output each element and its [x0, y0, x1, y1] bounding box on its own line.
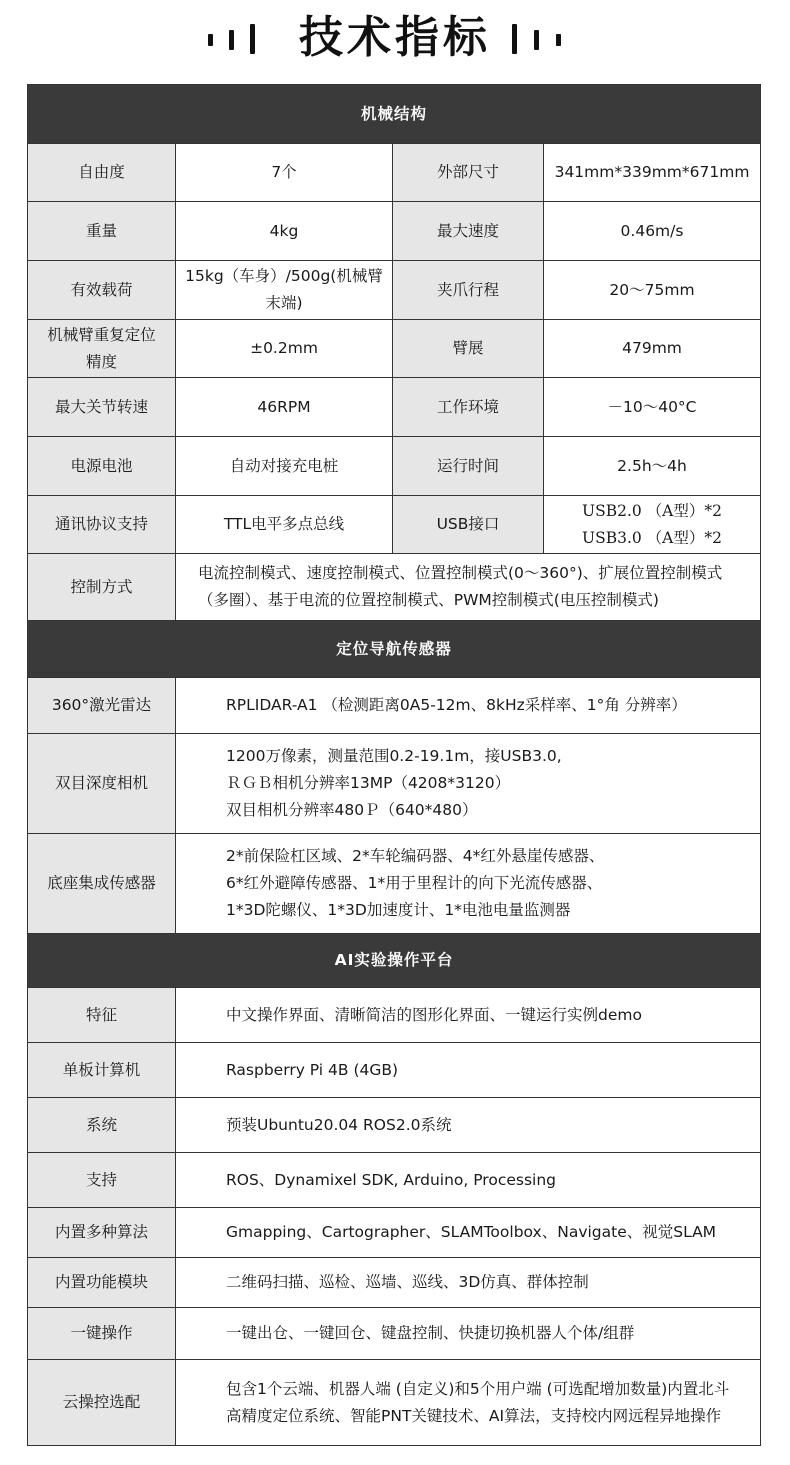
spec-label: 运行时间 — [393, 437, 544, 496]
spec-label: 有效载荷 — [28, 261, 176, 320]
spec-label: 单板计算机 — [28, 1043, 176, 1098]
spec-label: 系统 — [28, 1098, 176, 1153]
spec-label — [28, 320, 176, 378]
table-row — [28, 1098, 761, 1153]
spec-label: 双目深度相机 — [28, 734, 176, 834]
mechanical-spec-table — [27, 84, 761, 621]
section-header-navigation: 定位导航传感器 — [28, 621, 761, 678]
right-decor-tick — [556, 34, 561, 46]
table-row — [28, 144, 761, 202]
spec-value: 自动对接充电桩 — [176, 437, 393, 496]
spec-value-line: 末端) — [265, 294, 303, 312]
page-title: 技术指标 — [299, 12, 491, 63]
spec-value: Raspberry Pi 4B (4GB) — [176, 1043, 761, 1098]
spec-label: 特征 — [28, 988, 176, 1043]
spec-label: 夹爪行程 — [393, 261, 544, 320]
spec-label: 重量 — [28, 202, 176, 261]
spec-label: 控制方式 — [28, 554, 176, 621]
spec-value — [176, 1360, 761, 1446]
spec-label: 电源电池 — [28, 437, 176, 496]
spec-value-line: 2*前保险杠区域、2*车轮编码器、4*红外悬崖传感器、 — [226, 847, 605, 865]
spec-label: 内置功能模块 — [28, 1258, 176, 1308]
right-decor-tick — [512, 24, 517, 54]
spec-value-line: USB2.0 （A型）*2 — [582, 501, 722, 520]
table-row — [28, 554, 761, 621]
spec-value-line: RPLIDAR-A1 （检测距离0A5-12m、8kHz采样率、1°角 分辨率） — [226, 696, 687, 714]
spec-value: 二维码扫描、巡检、巡墙、巡线、3D仿真、群体控制 — [176, 1258, 761, 1308]
spec-value: 4kg — [176, 202, 393, 261]
spec-value-line: 电流控制模式、速度控制模式、位置控制模式(0～360°)、扩展位置控制模式 — [198, 564, 723, 582]
spec-label: 内置多种算法 — [28, 1208, 176, 1258]
spec-value: 341mm*339mm*671mm — [544, 144, 761, 202]
table-row — [28, 1360, 761, 1446]
spec-label: 自由度 — [28, 144, 176, 202]
table-row — [28, 496, 761, 554]
spec-value — [176, 834, 761, 934]
spec-label: 支持 — [28, 1153, 176, 1208]
spec-value-line: 双目相机分辨率480Ｐ（640*480） — [226, 801, 478, 819]
spec-label: 通讯协议支持 — [28, 496, 176, 554]
spec-value: 479mm — [544, 320, 761, 378]
spec-value-line: 1*3D陀螺仪、1*3D加速度计、1*电池电量监测器 — [226, 901, 571, 919]
ai-platform-table — [27, 933, 761, 1446]
table-row — [28, 1208, 761, 1258]
spec-value: 0.46m/s — [544, 202, 761, 261]
spec-value-line: 15kg（车身）/500g(机械臂 — [185, 267, 383, 285]
spec-value — [176, 734, 761, 834]
table-row — [28, 678, 761, 734]
spec-value: Gmapping、Cartographer、SLAMToolbox、Navigate、视觉SLAM — [176, 1208, 761, 1258]
table-row — [28, 734, 761, 834]
table-row — [28, 1308, 761, 1360]
spec-value — [544, 496, 761, 554]
spec-label-line: 机械臂重复定位 — [47, 325, 156, 344]
spec-value-line: （多圈）、基于电流的位置控制模式、PWM控制模式(电压控制模式) — [198, 591, 659, 609]
spec-value — [176, 261, 393, 320]
spec-value: 46RPM — [176, 378, 393, 437]
spec-value: 20～75mm — [544, 261, 761, 320]
table-row — [28, 437, 761, 496]
spec-label: 底座集成传感器 — [28, 834, 176, 934]
spec-label: 外部尺寸 — [393, 144, 544, 202]
spec-value-line: 6*红外避障传感器、1*用于里程计的向下光流传感器、 — [226, 874, 603, 892]
table-row — [28, 378, 761, 437]
spec-label: 最大关节转速 — [28, 378, 176, 437]
spec-value — [176, 554, 761, 621]
page-title-bar — [0, 0, 790, 84]
spec-label: 最大速度 — [393, 202, 544, 261]
spec-label: 工作环境 — [393, 378, 544, 437]
spec-label: 云操控选配 — [28, 1360, 176, 1446]
spec-value: 2.5h～4h — [544, 437, 761, 496]
table-row — [28, 834, 761, 934]
spec-value: 7个 — [176, 144, 393, 202]
spec-value: ROS、Dynamixel SDK, Arduino, Processing — [176, 1153, 761, 1208]
spec-value-line: USB3.0 （A型）*2 — [582, 528, 722, 547]
spec-value: ±0.2mm — [176, 320, 393, 378]
spec-value-line: 高精度定位系统、智能PNT关键技术、AI算法，支持校内网远程异地操作 — [226, 1406, 722, 1425]
spec-value-line: 1200万像素，测量范围0.2-19.1m，接USB3.0, — [226, 747, 562, 765]
spec-value-line: 包含1个云端、机器人端 (自定义)和5个用户端 (可选配增加数量)内置北斗 — [226, 1379, 730, 1398]
table-row — [28, 1258, 761, 1308]
spec-value — [176, 678, 761, 734]
spec-value: －10～40°C — [544, 378, 761, 437]
table-row — [28, 1043, 761, 1098]
spec-value-line: ＲＧＢ相机分辨率13MP（4208*3120） — [226, 774, 511, 792]
table-row — [28, 261, 761, 320]
spec-value: 预装Ubuntu20.04 ROS2.0系统 — [176, 1098, 761, 1153]
section-header-ai: AI实验操作平台 — [28, 934, 761, 988]
spec-value: TTL电平多点总线 — [176, 496, 393, 554]
spec-label-line: 精度 — [85, 352, 117, 371]
table-row — [28, 202, 761, 261]
spec-label: 360°激光雷达 — [28, 678, 176, 734]
table-row — [28, 1153, 761, 1208]
spec-label: USB接口 — [393, 496, 544, 554]
spec-label: 臂展 — [393, 320, 544, 378]
table-row — [28, 988, 761, 1043]
section-header-mechanical: 机械结构 — [28, 85, 761, 144]
spec-value: 一键出仓、一键回仓、键盘控制、快捷切换机器人个体/组群 — [176, 1308, 761, 1360]
table-row — [28, 320, 761, 378]
right-decor-tick — [534, 30, 539, 50]
spec-value: 中文操作界面、清晰简洁的图形化界面、一键运行实例demo — [176, 988, 761, 1043]
navigation-sensor-table — [27, 620, 761, 934]
spec-label: 一键操作 — [28, 1308, 176, 1360]
